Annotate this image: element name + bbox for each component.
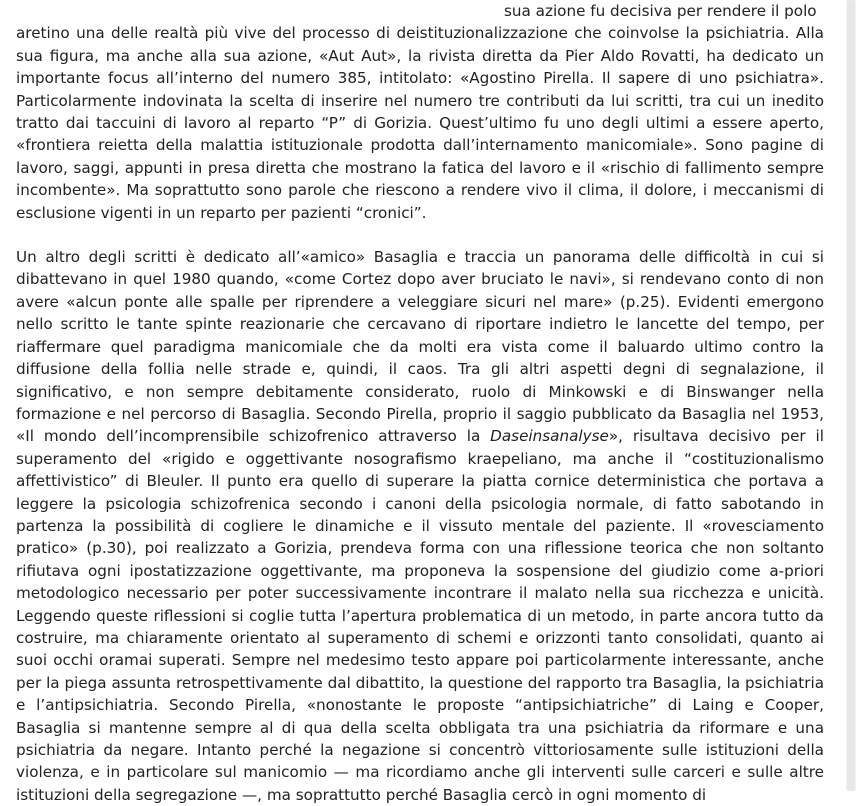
paragraph-2-italic-term: Daseinsanalyse (490, 427, 609, 446)
paragraph-2 (16, 246, 824, 806)
paragraph-1 (16, 0, 824, 224)
paragraph-1-text: aretino una delle realtà più vive del processo di deistituzionalizzazione che coinvolse la psichiatria. Alla sua figura, ma anche alla sua azione, «Aut Aut», la rivista diretta da Pier Aldo Rovatti, ha dedicato un importante focus all’interno del numero 385, intitolato: «Agostino Pirella. Il sapere di uno psichiatra». Particolarmente indovinata la scelta di inserire nel numero tre contributi da lui scritti, tra cui un inedito tratto dai taccuini di lavoro al reparto “P” di Gorizia. Quest’ultimo fu uno degli ultimi a essere aperto, «frontiera reietta della malattia istituzionale prodotta dall’internamento manicomiale». Sono pagine di lavoro, saggi, appunti in presa diretta che mostrano la fatica del lavoro e il «rischio di fallimento sempre incombente». Ma soprattutto sono parole che riescono a rendere vivo il clima, il dolore, i meccanismi di esclusione vigenti in un reparto per pazienti “cronici”. (16, 24, 824, 222)
scrollbar-thumb[interactable] (847, 0, 855, 791)
paragraph-2-text-a: Un altro degli scritti è dedicato all’«amico» Basaglia e traccia un panorama delle difficoltà in cui si dibattevano in quel 1980 quando, «come Cortez dopo aver bruciato le navi», si rendevano conto di non avere «alcun ponte alle spalle per riprendere a veleggiare sicuri nel mare» (p.25). Evidenti emergono nello scritto le tante spinte reazionarie che cercavano di riportare indietro le lancette del tempo, per riaffermare quel paradigma manicomiale che da molti era vista come il baluardo ultimo contro la diffusione della follia nelle strade e, quindi, il caos. Tra gli altri aspetti degni di segnalazione, il significativo, e non sempre debitamente considerato, ruolo di Minkowski e di Binswanger nella formazione e nel percorso di Basaglia. Secondo Pirella, proprio il saggio pubblicato da Basaglia nel 1953, «Il mondo dell’incomprensibile schizofrenico attraverso la (16, 248, 824, 446)
paragraph-1-first-line: sua azione fu decisiva per rendere il polo (504, 2, 817, 20)
article-body (16, 0, 824, 806)
paragraph-2-text-b: », risultava decisivo per il superamento del «rigido e oggettivante nosografismo kraepeliano, ma anche il “costituzionalismo affettivistico” di Bleuler. Il punto era quello di superare la piatta cornice deterministica che portava a leggere la psicologia schizofrenica secondo i canoni della psicologia normale, di fatto sabotando in partenza la possibilità di cogliere le dinamiche e il vissuto mentale del paziente. Il «rovesciamento pratico» (p.30), poi realizzato a Gorizia, prendeva forma con una riflessione teorica che non soltanto rifiutava ogni ipostatizzazione oggettivante, ma proponeva la sospensione del giudizio come a-priori metodologico necessario per poter successivamente incontrare il malato nella sua ricchezza e unicità. Leggendo queste riflessioni si coglie tutta l’apertura problematica di un metodo, in parte ancora tutto da costruire, ma chiaramente orientato al superamento di schemi e orizzonti tanto consolidati, quanto ai suoi occhi oramai superati. Sempre nel medesimo testo appare poi particolarmente interessante, anche per la piega assunta retrospettivamente dal dibattito, la questione del rapporto tra Basaglia, la psichiatria e l’antipsichiatria. Secondo Pirella, «nonostante le proposte “antipsichiatriche” di Laing e Cooper, Basaglia si mantenne sempre al di qua della scelta obbligata tra una psichiatria da riformare e una psichiatria da negare. Intanto perché la negazione si concentrò vittoriosamente sulle istituzioni della violenza, e in particolare sul manicomio — ma ricordiamo anche gli interventi sulle carceri e sulle altre istituzioni della segregazione —, ma soprattutto perché Basaglia cercò in ogni momento di (16, 427, 825, 804)
scrollbar-track[interactable] (846, 0, 856, 791)
